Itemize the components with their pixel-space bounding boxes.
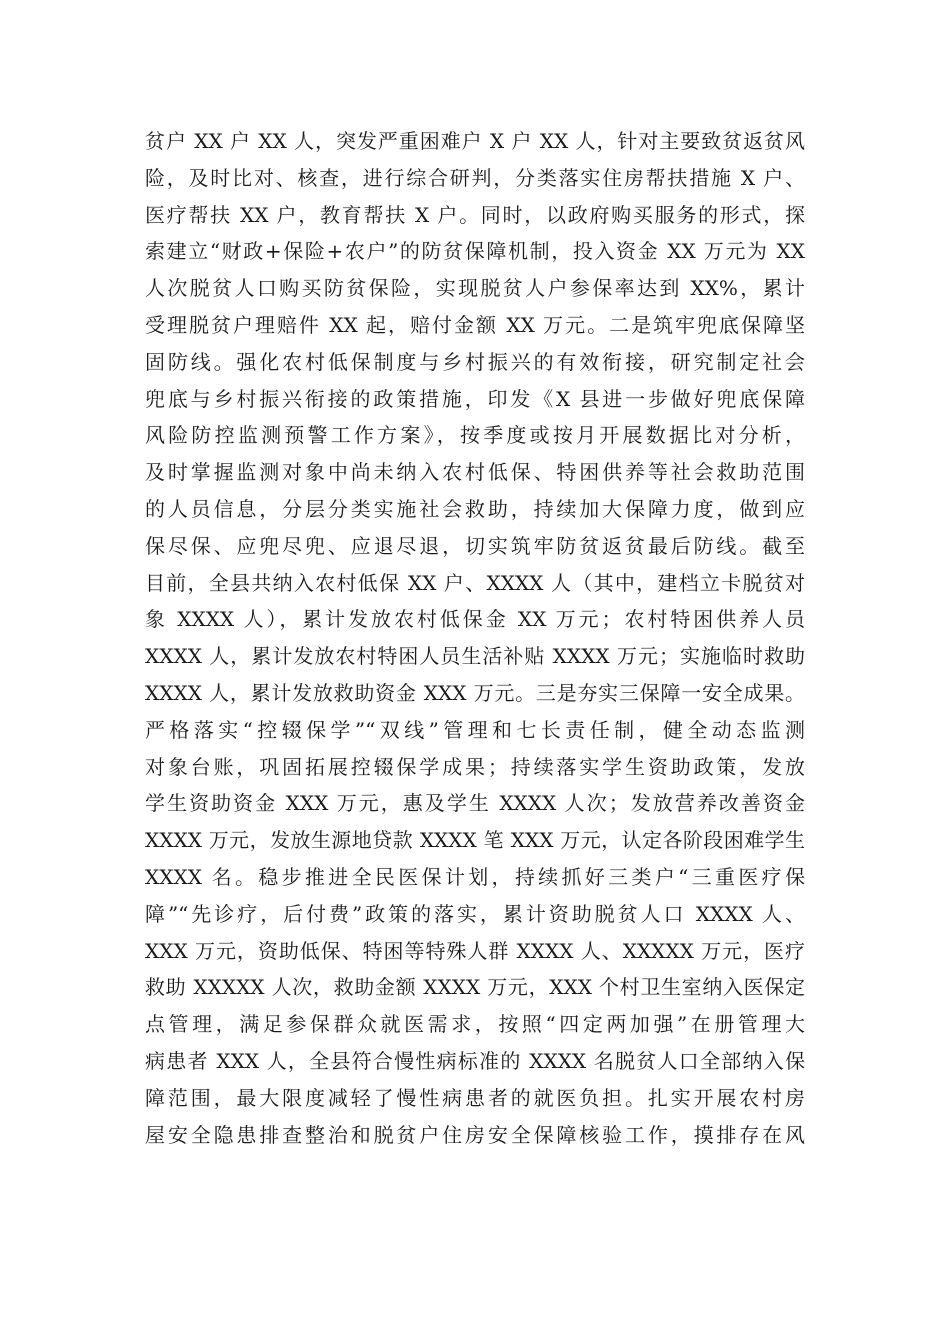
text-line: 屋安全隐患排查整治和脱贫户住房安全保障核验工作，摸排存在风 — [145, 1122, 805, 1147]
text-line: 风险防控监测预警工作方案》，按季度或按月开展数据比对分析， — [145, 423, 805, 448]
text-line: 病患者 XXX 人，全县符合慢性病标准的 XXXX 名脱贫人口全部纳入保 — [145, 1048, 805, 1073]
text-line: 学生资助资金 XXX 万元，惠及学生 XXXX 人次；发放营养改善资金 — [145, 791, 805, 816]
text-line: 险，及时比对、核查，进行综合研判，分类落实住房帮扶措施 X 户、 — [145, 165, 805, 190]
text-line: 贫户 XX 户 XX 人，突发严重困难户 X 户 XX 人，针对主要致贫返贫风 — [145, 129, 805, 153]
text-line: XXXX 万元，发放生源地贷款 XXXX 笔 XXX 万元，认定各阶段困难学生 — [145, 828, 805, 853]
text-line: 固防线。强化农村低保制度与乡村振兴的有效衔接，研究制定社会 — [145, 349, 805, 374]
text-line: 障”“先诊疗，后付费”政策的落实，累计资助脱贫人口 XXXX 人、 — [145, 901, 805, 926]
text-line: 象 XXXX 人），累计发放农村低保金 XX 万元；农村特困供养人员 — [145, 607, 805, 632]
text-line: XXX 万元，资助低保、特困等特殊人群 XXXX 人、XXXXX 万元，医疗 — [145, 938, 805, 963]
text-line: XXXX 人，累计发放农村特困人员生活补贴 XXXX 万元；实施临时救助 — [145, 644, 805, 669]
text-line: 的人员信息，分层分类实施社会救助，持续加大保障力度，做到应 — [145, 496, 805, 521]
text-line: 救助 XXXXX 人次，救助金额 XXXX 万元，XXX 个村卫生室纳入医保定 — [145, 975, 805, 1000]
text-line: 人次脱贫人口购买防贫保险，实现脱贫人户参保率达到 XX%，累计 — [145, 276, 805, 301]
text-line: 索建立“财政+保险+农户”的防贫保障机制，投入资金 XX 万元为 XX — [145, 239, 805, 264]
text-line: 障范围，最大限度减轻了慢性病患者的就医负担。扎实开展农村房 — [145, 1085, 805, 1110]
text-line: 保尽保、应兜尽兜、应退尽退，切实筑牢防贫返贫最后防线。截至 — [145, 533, 805, 558]
text-line: 及时掌握监测对象中尚未纳入农村低保、特困供养等社会救助范围 — [145, 460, 805, 485]
text-line: 严格落实“控辍保学”“双线”管理和七长责任制，健全动态监测 — [145, 717, 805, 742]
text-line: 兜底与乡村振兴衔接的政策措施，印发《X 县进一步做好兜底保障 — [145, 386, 805, 411]
text-line: 目前，全县共纳入农村低保 XX 户、XXXX 人（其中，建档立卡脱贫对 — [145, 570, 805, 595]
text-line: 点管理，满足参保群众就医需求，按照“四定两加强”在册管理大 — [145, 1012, 805, 1037]
text-line: XXXX 人，累计发放救助资金 XXX 万元。三是夯实三保障一安全成果。 — [145, 680, 805, 705]
text-line: 对象台账，巩固拓展控辍保学成果；持续落实学生资助政策，发放 — [145, 754, 805, 779]
text-line: 医疗帮扶 XX 户，教育帮扶 X 户。同时，以政府购买服务的形式，探 — [145, 202, 805, 227]
text-line: XXXX 名。稳步推进全民医保计划，持续抓好三类户“三重医疗保 — [145, 864, 805, 889]
body-paragraph — [145, 123, 805, 1153]
text-line: 受理脱贫户理赔件 XX 起，赔付金额 XX 万元。二是筑牢兜底保障坚 — [145, 312, 805, 337]
